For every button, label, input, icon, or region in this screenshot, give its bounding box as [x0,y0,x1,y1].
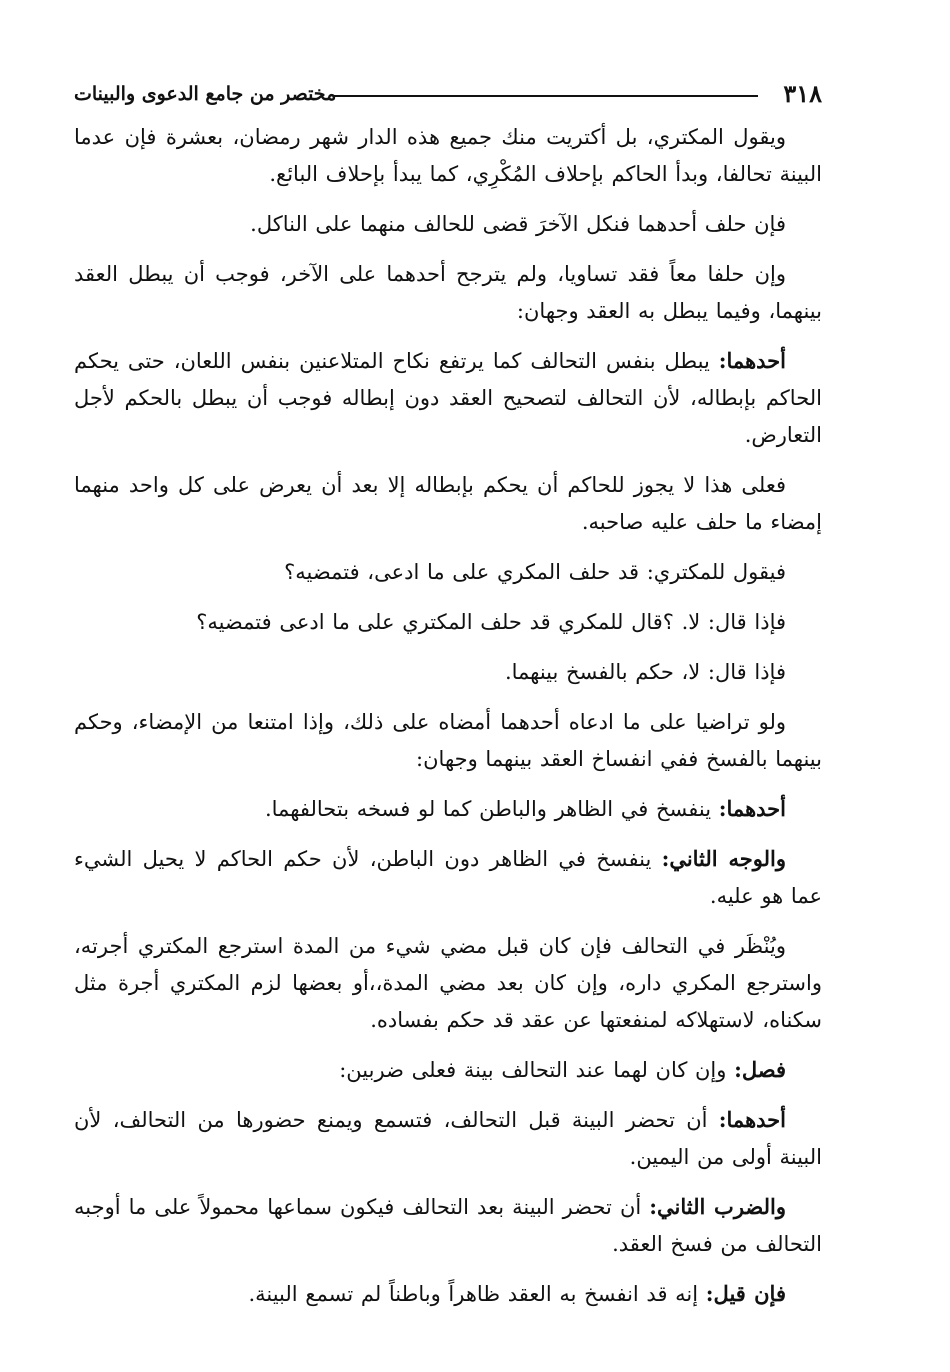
paragraph [74,1101,822,1176]
paragraph-text: ويُنْظَر في التحالف فإن كان قبل مضي شيء من المدة استرجع المكتري أجرته، واسترجع المكري داره، وإن كان بعد مضي المدة،،أو بعضها لزم المكتري أجرة مثل سكناه، لاستهلاكه لمنفعتها عن عقد قد حكم بفساده. [74,934,822,1032]
header-rule [334,95,758,97]
document-page [74,78,822,1368]
paragraph-lead: أحدهما: [718,348,786,373]
paragraph-text: وإن حلفا معاً فقد تساويا، ولم يترجح أحدهما على الآخر، فوجب أن يبطل العقد بينهما، وفيما يبطل به العقد وجهان: [74,262,822,323]
paragraph [74,653,822,691]
page-header [74,78,822,114]
paragraph [74,840,822,915]
section-heading-paragraph [74,1051,822,1089]
paragraph [74,205,822,243]
paragraph-text: أن تحضر البينة بعد التحالف فيكون سماعها محمولاً على ما أوجبه التحالف من فسخ العقد. [74,1195,822,1256]
paragraph-text: ينفسخ في الظاهر دون الباطن، لأن حكم الحاكم لا يحيل الشيء عما هو عليه. [74,847,822,908]
paragraph-lead: والوجه الثاني: [661,846,786,871]
page-number: ٣١٨ [783,79,822,108]
paragraph-text: ينفسخ في الظاهر والباطن كما لو فسخه بتحالفهما. [264,797,719,821]
paragraph-text: ويقول المكتري، بل أكتريت منك جميع هذه الدار شهر رمضان، بعشرة فإن عدما البينة تحالفا، وبدأ الحاكم بإحلاف المُكْرِي، كما يبدأ بإحلاف البائع. [74,125,822,186]
paragraph-lead: أحدهما: [718,796,786,821]
paragraph [74,790,822,828]
paragraph-lead: أحدهما: [718,1107,786,1132]
paragraph-text: أن تحضر البينة قبل التحالف، فتسمع ويمنع حضورها من التحالف، لأن البينة أولى من اليمين. [74,1108,822,1169]
paragraph-text: وإن كان لهما عند التحالف بينة فعلى ضربين: [339,1058,735,1082]
paragraph-text: فعلى هذا لا يجوز للحاكم أن يحكم بإبطاله إلا بعد أن يعرض على كل واحد منهما إمضاء ما حلف عليه صاحبه. [74,473,822,534]
paragraph [74,1188,822,1263]
paragraph [74,466,822,541]
paragraph [74,118,822,193]
paragraph-text: فإذا قال: لا. ؟قال للمكري قد حلف المكتري على ما ادعى فتمضيه؟ [196,610,786,634]
paragraph [74,703,822,778]
paragraph-lead: فإن قيل: [705,1281,786,1306]
paragraph [74,603,822,641]
section-heading: فصل: [734,1057,786,1082]
paragraph-text: ولو تراضيا على ما ادعاه أحدهما أمضاه على ذلك، وإذا امتنعا من الإمضاء، وحكم بينهما بالفسخ ففي انفساخ العقد بينهما وجهان: [74,710,822,771]
paragraph-text: فإذا قال: لا، حكم بالفسخ بينهما. [504,660,786,684]
paragraph [74,342,822,454]
paragraph-text: فيقول للمكتري: قد حلف المكري على ما ادعى، فتمضيه؟ [284,560,786,584]
running-title: مختصر من جامع الدعوى والبينات [74,83,337,105]
paragraph [74,255,822,330]
paragraph-text: إنه قد انفسخ به العقد ظاهراً وباطناً لم تسمع البينة. [248,1282,706,1306]
paragraph-text: يبطل بنفس التحالف كما يرتفع نكاح المتلاعنين بنفس اللعان، حتى يحكم الحاكم بإبطاله، لأن التحالف لتصحيح العقد دون إبطاله فوجب أن يبطل بالحكم لأجل التعارض. [74,349,822,447]
paragraph-text: فإن حلف أحدهما فنكل الآخرَ قضى للحالف منهما على الناكل. [250,212,786,236]
paragraph-lead: والضرب الثاني: [649,1194,786,1219]
paragraph [74,927,822,1039]
paragraph [74,553,822,591]
paragraph [74,1275,822,1313]
body-text [74,118,822,1325]
